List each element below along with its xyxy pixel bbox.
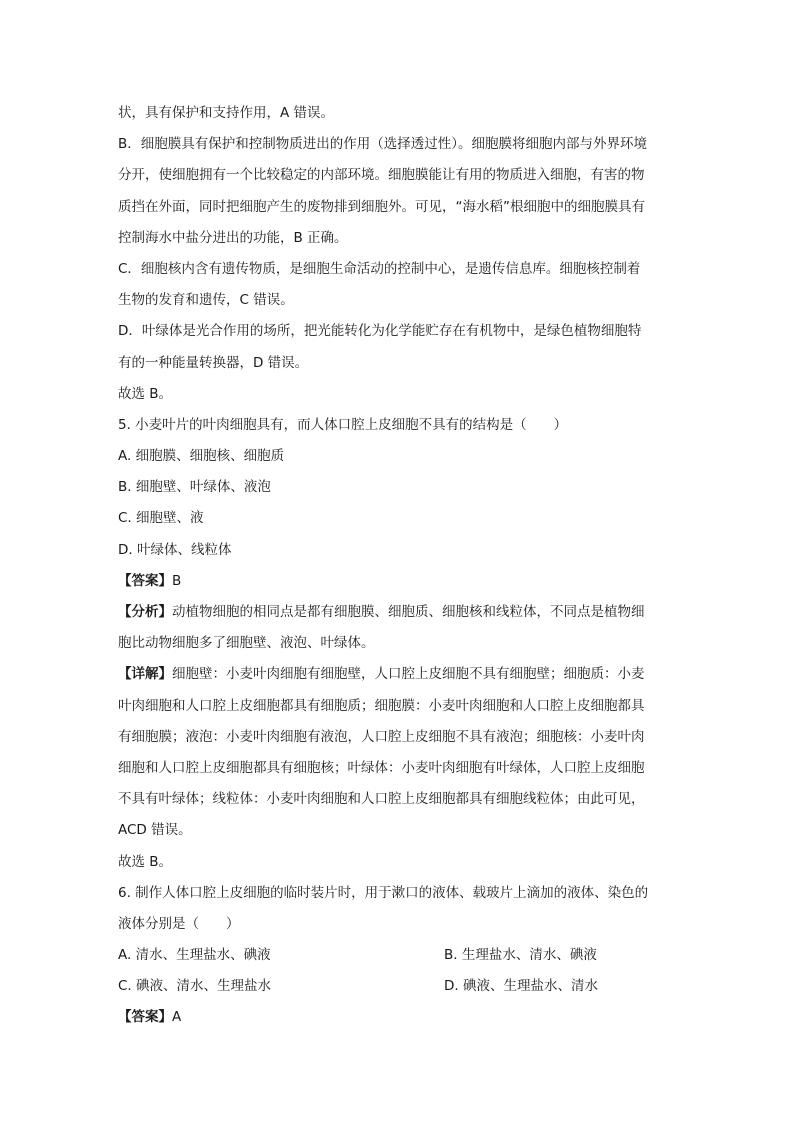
- text-line: 生物的发育和遗传，C 错误。: [118, 292, 294, 309]
- answer-label: 【答案】: [118, 1009, 172, 1026]
- q6-options-row: [118, 940, 678, 971]
- text-line: 控制海水中盐分进出的功能，B 正确。: [118, 229, 348, 246]
- analysis-label: 【分析】: [118, 604, 172, 620]
- answer-value: A: [172, 1009, 182, 1026]
- detail-text: 叶肉细胞和人口腔上皮细胞都具有细胞质；细胞膜：小麦叶肉细胞和人口腔上皮细胞都具: [118, 697, 645, 714]
- text-line: 有的一种能量转换器，D 错误。: [118, 354, 309, 371]
- text-line: B．细胞膜具有保护和控制物质进出的作用（选择透过性）。细胞膜将细胞内部与外界环境: [118, 136, 648, 153]
- answer-label: 【答案】: [118, 572, 172, 589]
- q5-conclusion: 故选 B。: [118, 853, 173, 870]
- conclusion-line: 故选 B。: [118, 385, 173, 402]
- q5-detail: [118, 659, 678, 690]
- q6-option-c: C. 碘液、清水、生理盐水: [118, 978, 272, 995]
- text-line: 分开，使细胞拥有一个比较稳定的内部环境。细胞膜能让有用的物质进入细胞，有害的物: [118, 167, 645, 184]
- detail-text: 有细胞膜；液泡：小麦叶肉细胞有液泡，人口腔上皮细胞不具有液泡；细胞核：小麦叶肉: [118, 728, 645, 745]
- q5-option-b: B. 细胞壁、叶绿体、液泡: [118, 479, 271, 496]
- detail-text: 不具有叶绿体；线粒体：小麦叶肉细胞和人口腔上皮细胞都具有细胞线粒体；由此可见，: [118, 791, 645, 808]
- q6-answer: [118, 1002, 678, 1033]
- q6-options-row: [118, 971, 678, 1002]
- analysis-text: 胞比动物细胞多了细胞壁、液泡、叶绿体。: [118, 635, 375, 652]
- detail-text: 细胞和人口腔上皮细胞都具有细胞核；叶绿体：小麦叶肉细胞有叶绿体，人口腔上皮细胞: [118, 759, 645, 776]
- document-page: [118, 98, 678, 1034]
- detail-label: 【详解】: [118, 666, 172, 683]
- question-5-text: 5. 小麦叶片的叶肉细胞具有，而人体口腔上皮细胞不具有的结构是（ ）: [118, 416, 568, 433]
- text-line: 状，具有保护和支持作用，A 错误。: [118, 105, 335, 121]
- detail-text: 细胞壁：小麦叶肉细胞有细胞壁，人口腔上皮细胞不具有细胞壁；细胞质：小麦: [172, 666, 645, 683]
- detail-text: ACD 错误。: [118, 822, 192, 839]
- q6-option-b: B. 生理盐水、清水、碘液: [444, 947, 597, 964]
- question-6-text: 液体分别是（ ）: [118, 915, 240, 932]
- analysis-text: 动植物细胞的相同点是都有细胞膜、细胞质、细胞核和线粒体，不同点是植物细: [172, 604, 645, 620]
- q5-analysis: [118, 597, 678, 628]
- q6-option-d: D. 碘液、生理盐水、清水: [444, 978, 598, 995]
- q5-option-c: C. 细胞壁、液: [118, 510, 204, 527]
- q5-option-a: A. 细胞膜、细胞核、细胞质: [118, 448, 285, 465]
- text-line: 质挡在外面，同时把细胞产生的废物排到细胞外。可见，“海水稻”根细胞中的细胞膜具有: [118, 198, 645, 215]
- text-line: D．叶绿体是光合作用的场所，把光能转化为化学能贮存在有机物中，是绿色植物细胞特: [118, 323, 642, 340]
- q5-answer: [118, 566, 678, 597]
- text-line: C．细胞核内含有遗传物质，是细胞生命活动的控制中心，是遗传信息库。细胞核控制着: [118, 260, 641, 277]
- question-6-text: 6. 制作人体口腔上皮细胞的临时装片时，用于漱口的液体、载玻片上滴加的液体、染色的: [118, 884, 649, 901]
- q6-option-a: A. 清水、生理盐水、碘液: [118, 947, 271, 964]
- answer-value: B: [172, 572, 182, 589]
- q5-option-d: D. 叶绿体、线粒体: [118, 541, 232, 558]
